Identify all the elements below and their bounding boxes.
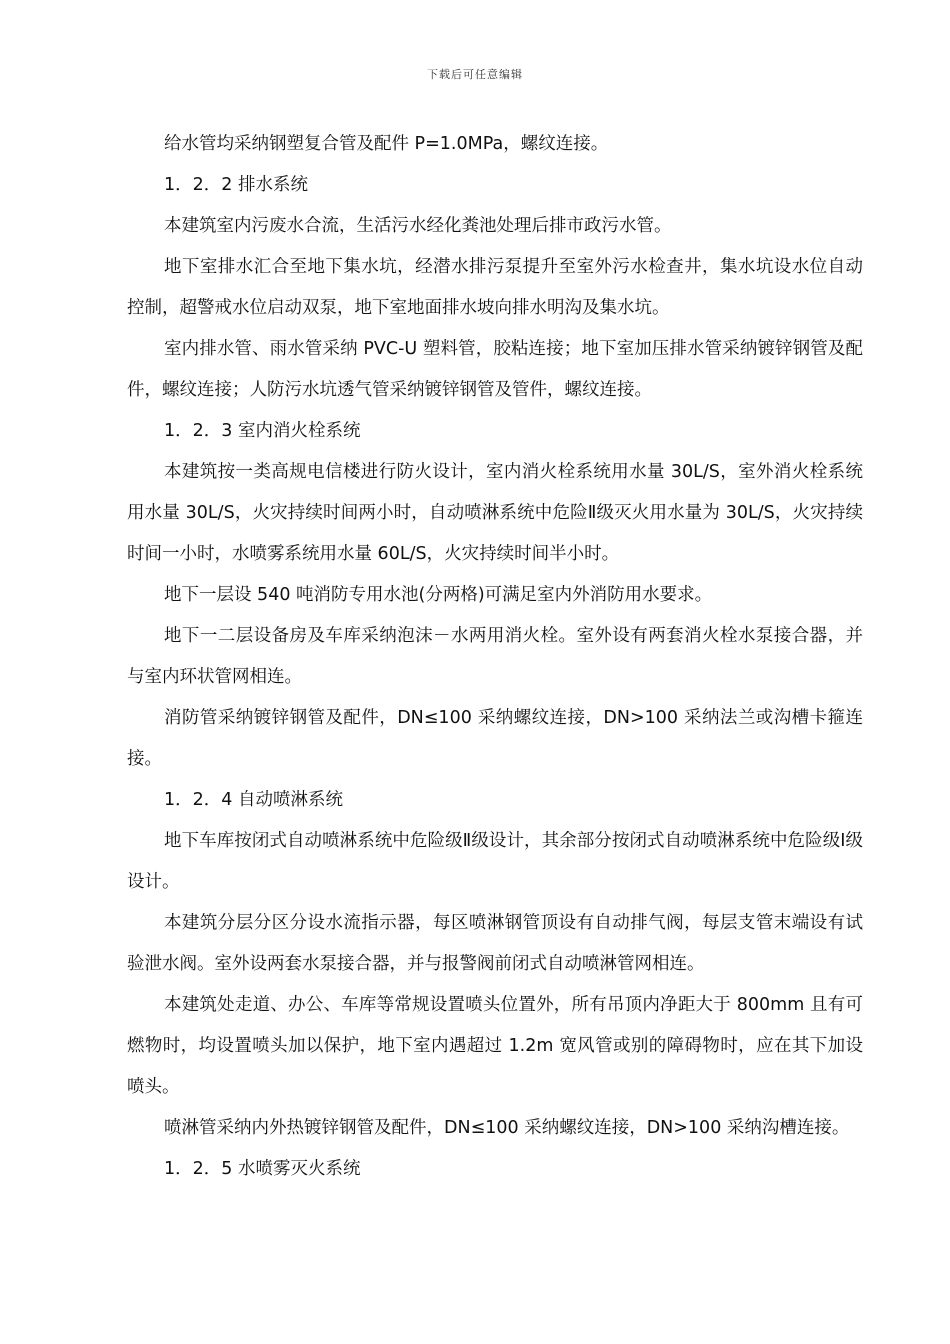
document-body (127, 124, 863, 1190)
paragraph-drainage-intro: 本建筑室内污废水合流，生活污水经化粪池处理后排市政污水管。 (164, 216, 672, 236)
paragraph-foam-hydrant: 地下一二层设备房及车库采纳泡沫－水两用消火栓。室外设有两套消火栓水泵接合器，并与室内环状管网相连。 (127, 626, 863, 687)
section-heading-sprinkler: 1．2．4 自动喷淋系统 (164, 790, 343, 810)
section-heading-hydrant: 1．2．3 室内消火栓系统 (164, 421, 361, 441)
paragraph-water-supply-pipe: 给水管均采纳钢塑复合管及配件 P=1.0MPa，螺纹连接。 (164, 134, 609, 154)
paragraph-drainage-pipes: 室内排水管、雨水管采纳 PVC-U 塑料管，胶粘连接；地下室加压排水管采纳镀锌钢管及配件，螺纹连接；人防污水坑透气管采纳镀锌钢管及管件，螺纹连接。 (127, 339, 863, 400)
paragraph-fire-pipes: 消防管采纳镀锌钢管及配件，DN≤100 采纳螺纹连接，DN>100 采纳法兰或沟槽卡箍连接。 (127, 708, 863, 769)
paragraph-sprinkler-zones: 本建筑分层分区分设水流指示器，每区喷淋钢管顶设有自动排气阀，每层支管末端设有试验泄水阀。室外设两套水泵接合器，并与报警阀前闭式自动喷淋管网相连。 (127, 913, 863, 974)
paragraph-fire-design: 本建筑按一类高规电信楼进行防火设计，室内消火栓系统用水量 30L/S，室外消火栓系统用水量 30L/S，火灾持续时间两小时，自动喷淋系统中危险Ⅱ级灭火用水量为 30L/S，火灾持续时间一小时，水喷雾系统用水量 60L/S，火灾持续时间半小时。 (127, 462, 863, 564)
paragraph-sprinkler-pipes: 喷淋管采纳内外热镀锌钢管及配件，DN≤100 采纳螺纹连接，DN>100 采纳沟槽连接。 (164, 1118, 850, 1138)
paragraph-basement-drainage: 地下室排水汇合至地下集水坑，经潜水排污泵提升至室外污水检查井，集水坑设水位自动控制，超警戒水位启动双泵，地下室地面排水坡向排水明沟及集水坑。 (127, 257, 863, 318)
paragraph-sprinkler-class: 地下车库按闭式自动喷淋系统中危险级Ⅱ级设计，其余部分按闭式自动喷淋系统中危险级Ⅰ级设计。 (127, 831, 863, 892)
section-heading-water-mist: 1．2．5 水喷雾灭火系统 (164, 1159, 361, 1179)
paragraph-sprinkler-heads: 本建筑处走道、办公、车库等常规设置喷头位置外，所有吊顶内净距大于 800mm 且有可燃物时，均设置喷头加以保护，地下室内遇超过 1.2m 宽风管或别的障碍物时，应在其下加设喷头。 (127, 995, 863, 1097)
header-note: 下载后可任意编辑 (427, 68, 523, 81)
paragraph-fire-pool: 地下一层设 540 吨消防专用水池(分两格)可满足室内外消防用水要求。 (164, 585, 713, 605)
section-heading-drainage: 1．2．2 排水系统 (164, 175, 308, 195)
